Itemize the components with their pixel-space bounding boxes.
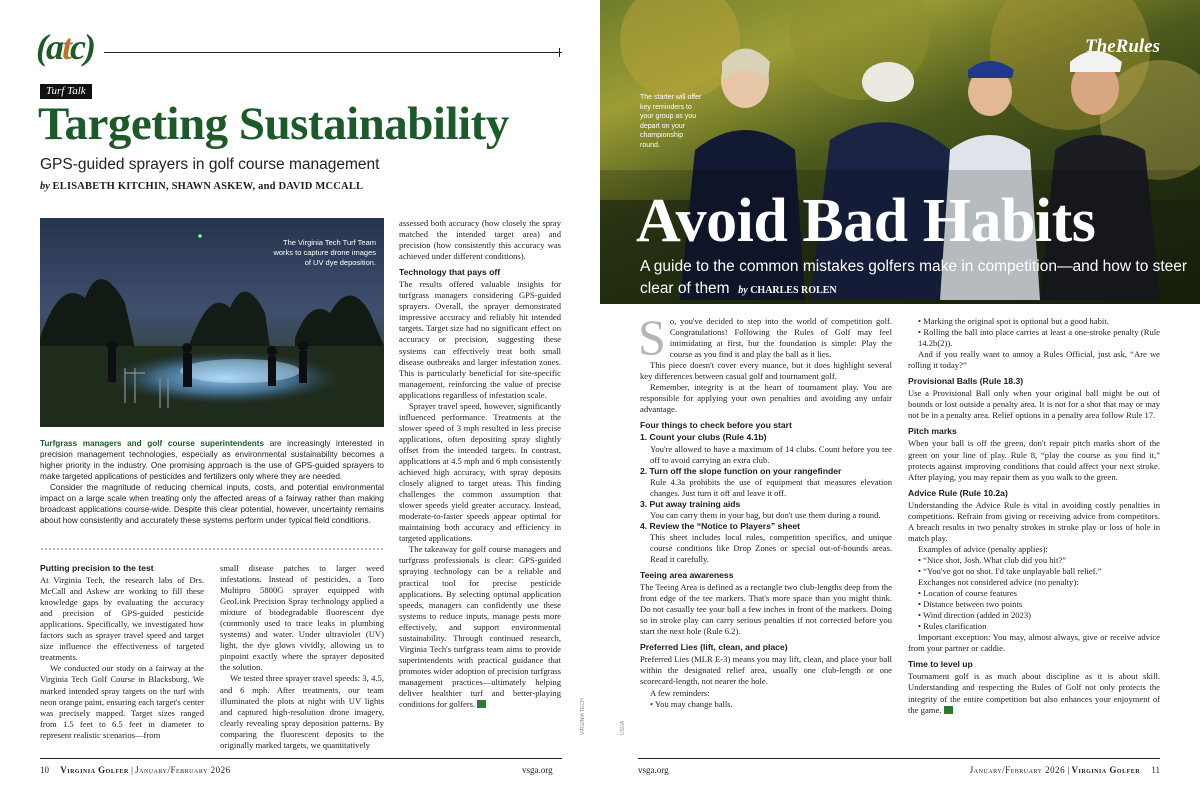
footer-rule [638, 758, 1160, 759]
tree-silhouette [295, 296, 384, 349]
subheading: Teeing area awareness [640, 570, 734, 581]
bullet-item: • You may change balls. [650, 698, 733, 709]
golfers-photo [600, 0, 1200, 304]
paragraph: Remember, integrity is at the heart of tournament play. You are responsible for applying your own penalties and avoiding any unfair advantage. [640, 382, 892, 415]
article-deck: GPS-guided sprayers in golf course management [40, 156, 380, 173]
section-label: TheRules [1085, 36, 1160, 57]
subheading: Pitch marks [908, 426, 957, 437]
paragraph: assessed both accuracy (how closely the spray matched the intended target area) and precision (how consistently this accuracy was achieved under different conditions). [399, 218, 561, 262]
photo-caption: The starter will offer key reminders to your group as you depart on your championship round. [640, 94, 702, 149]
article-byline: by CHARLES ROLEN [738, 285, 837, 296]
subheading: Preferred Lies (lift, clean, and place) [640, 642, 788, 653]
atc-logo: (atc) [36, 27, 94, 67]
uv-dye-night-photo [40, 218, 384, 427]
kicker-label: Turf Talk [40, 84, 92, 99]
page-number: 11 [1151, 765, 1160, 775]
bullet-item: • Marking the original spot is optional but a good habit. [918, 316, 1109, 326]
list-item: 1. Count your clubs (Rule 4.1b) You're allowed to have a maximum of 14 clubs. Count before you tee off to avoid carrying an extra club. [640, 432, 892, 465]
paragraph: So, you've decided to step into the world of competition golf. Congratulations! Following the Rules of Golf may feel intimidating at first, but the foundation is simple: Play the course as you find it and play the ball as it lies. [638, 309, 892, 365]
article-column-1 [40, 563, 204, 741]
paragraph: small disease patches to larger weed infestations. Instead of pesticides, a Toro Multipro 5800G sprayer equipped with GeoLink Precision Spray technology applied a mixture of biodegradable fluorescent dye (commonly used to trace leaks in plumbing systems) and water. Under ultraviolet (UV) light, the dye glows vividly, allowing us to pinpoint exactly where the sprayer deposited the solution. [220, 563, 384, 673]
paragraph: Important exception: You may, almost always, give or receive advice from your partner or caddie. [908, 632, 1160, 654]
subheading: Putting precision to the test [40, 563, 154, 573]
subheading: Four things to check before you start [640, 420, 792, 431]
article-column-3 [399, 218, 561, 710]
subheading: Advice Rule (Rule 10.2a) [908, 487, 1008, 498]
article-intro: Turfgrass managers and golf course superintendents are increasingly interested in precision management technologies, especially as environmental sustainability becomes a higher priority in the industry. One promising approach is the use of GPS-guided sprayers to make targeted applications of pesticides and fertilizers only where they are needed. Consider the magnitude of reducing chemical inputs, costs, and potential environmental impact on a large scale when treating only the affected areas of a fairway rather than making broadcast applications course-wide. Despite this clear potential, however, uncertainty remains about how consistently and accurately these systems perform under typical field conditions. [40, 439, 385, 525]
footer-rule [40, 758, 562, 759]
paragraph: Sprayer travel speed, however, significantly influenced performance. Treatments at the slower speed of 3 mph resulted in less precise applications, often depositing spray slightly offset from the intended targets. In contrast, applications at 4.5 mph and 6 mph consistently achieved high accuracy, with spray deposits closely aligned to target areas. This finding challenges the common assumption that slower speeds yield greater accuracy. Instead, moderate-to-faster speeds appear optimal for maintaining both accuracy and efficiency in targeted applications. [399, 400, 561, 544]
right-folio: January/February 2026 | Virginia Golfer 11 [969, 765, 1160, 775]
end-mark-icon [477, 700, 486, 708]
paragraph: When your ball is off the green, don't repair pitch marks short of the green on your line of play. Rule 8, “play the course as you find it,” protects against improving conditions that could affect your next stroke. After playing, you may repair them as you walk to the green. [908, 438, 1160, 482]
paragraph: Consider the magnitude of reducing chemical inputs, costs, and potential environmental impact on a large scale when treating only the affected areas of a fairway rather than making broadcast applications course-wide. Despite this clear potential, however, uncertainty remains about how consistently and accurately these systems perform under typical field conditions. [40, 483, 384, 525]
tree-silhouette [190, 292, 270, 350]
article-deck: A guide to the common mistakes golfers make in competition—and how to steer clear of them by CHARLES ROLEN [640, 258, 1188, 297]
intro-lead: Turfgrass managers and golf course superintendents [40, 439, 265, 448]
paragraph: And if you really want to annoy a Rules Official, just ask, “Are we rolling it today?” [908, 349, 1160, 371]
paragraph: Use a Provisional Ball only when your original ball might be out of bounds or lost outside a penalty area. It is not for a shot that may or may not be in a penalty area. Relief options in a penalty area follow Rule 17. [908, 388, 1160, 421]
paragraph: The Teeing Area is defined as a rectangle two club-lengths deep from the front edge of the tee markers. That's more space than you might think. Do not casually tee your ball a few inches in front of the markers. Doing so in stroke play can carry serious penalties if not corrected before you start the next hole (Rule 6.2). [640, 582, 892, 637]
photo-credit: VIRGINIA TECH [580, 698, 586, 735]
bullet-item: • Distance between two points [918, 599, 1023, 610]
list-item: 3. Put away training aids You can carry them in your bag, but don't use them during a round. [640, 498, 881, 520]
article-headline: Targeting Sustainability [38, 98, 509, 150]
right-page [600, 0, 1200, 791]
checklist [640, 432, 892, 565]
bullet-item: • “Nice shot, Josh. What club did you hit?” [918, 554, 1066, 565]
issue-date: January/February 2026 [135, 765, 231, 775]
article-byline: by ELISABETH KITCHIN, SHAWN ASKEW, and DAVID MCCALL [40, 181, 364, 192]
paragraph: Exchanges not considered advice (no penalty): [918, 577, 1079, 588]
magazine-name: Virginia Golfer [60, 765, 129, 775]
article-column-2 [220, 563, 384, 751]
photo-credit: USGA [620, 720, 626, 735]
bullet-item: • Location of course features [918, 588, 1017, 599]
bullet-item: • “You've got no shot. I'd take unplayable ball relief.” [918, 565, 1102, 576]
header-rule [104, 52, 562, 53]
paragraph: At Virginia Tech, the research labs of Drs. McCall and Askew are working to fill these knowledge gaps by evaluating the accuracy and precision of GPS-guided pesticide applications. Specifically, we investigated how factors such as sprayer travel speed and target size influence the effectiveness of targeted treatments. [40, 575, 204, 663]
header-rule-tick [559, 48, 560, 57]
website-link[interactable]: vsga.org [522, 765, 553, 775]
photo-caption: The Virginia Tech Turf Team works to capture drone images of UV dye deposition. [273, 238, 376, 267]
drone-light [198, 234, 202, 238]
left-folio: 10 Virginia Golfer | January/February 2026 [40, 765, 231, 775]
paragraph: Tournament golf is as much about discipline as it is about skill. Understanding and respecting the Rules of Golf not only protects the integrity of the entire competition but also enhances your enjoyment of the game. [908, 671, 1160, 715]
magazine-name: Virginia Golfer [1071, 765, 1141, 775]
drop-cap: S [638, 309, 666, 365]
article-headline: Avoid Bad Habits [636, 187, 1096, 255]
end-mark-icon [944, 706, 953, 714]
paragraph: Understanding the Advice Rule is vital in avoiding costly penalties in competitions. Refrain from giving or receiving advice from competitors. A breach results in two penalty strokes in stroke play or loss of hole in match play. [908, 499, 1160, 543]
tree-silhouette [40, 279, 135, 353]
subheading: Provisional Balls (Rule 18.3) [908, 376, 1024, 387]
bullet-item: • Wind direction (added in 2023) [918, 610, 1032, 621]
uv-dye-core [180, 359, 300, 383]
website-link[interactable]: vsga.org [638, 765, 669, 775]
rules-column-1 [638, 309, 892, 710]
paragraph: Examples of advice (penalty applies): [918, 543, 1048, 554]
list-item: 4. Review the “Notice to Players” sheet This sheet includes local rules, competition specifics, and unique course conditions like Drop Zones or special out-of-bounds areas. Read it carefully. [640, 520, 892, 564]
bullet-item: • Rolling the ball into place carries at least a one-stroke penalty (Rule 14.2b(2)). [918, 327, 1160, 349]
paragraph: This piece doesn't cover every nuance, but it does highlight several key differences between casual golf and tournament golf. [640, 360, 892, 382]
paragraph: The takeaway for golf course managers and turfgrass professionals is clear: GPS-guided spraying technology can be a reliable and practical tool for precise pesticide applications. By selecting optimal application speeds, managers can confidently use these systems to reduce inputs, manage pests more effectively, and support environmental sustainability. Through continued research, Virginia Tech's turfgrass team aims to provide superintendents with practical guidance that promotes wider adoption of precision turfgrass management practices—ultimately helping deliver healthier turf and better-playing conditions for golfers. [399, 544, 561, 710]
paragraph: A few reminders: [650, 687, 710, 698]
paragraph: We tested three sprayer travel speeds: 3, 4.5, and 6 mph. After treatments, our team illuminated the plots at night with UV lights and captured high-resolution drone imagery, clearly revealing spray deposition patterns. By comparing the fluorescent deposits to the originally marked targets, we quantitatively [220, 673, 384, 750]
subheading: Technology that pays off [399, 267, 501, 278]
bullet-item: • Rules clarification [918, 621, 987, 632]
section-divider [40, 547, 384, 552]
paragraph: We conducted our study on a fairway at the Virginia Tech Golf Course in Blacksburg. We marked intended spray targets on the turf with neon orange paint, ensuring each target's center was precisely mapped. Target sizes ranged from 1.5 feet to 6.5 feet in diameter to represent realistic scenarios—from [40, 663, 204, 740]
page-number: 10 [40, 765, 49, 775]
issue-date: January/February 2026 [969, 765, 1066, 775]
subheading: Time to level up [908, 659, 973, 670]
paragraph: Preferred Lies (MLR E-3) means you may lift, clean, and place your ball within the designated relief area, usually one club-length or one scorecard-length, not nearer the hole. [640, 654, 892, 687]
paragraph: The results offered valuable insights for turfgrass managers considering GPS-guided sprayers. Overall, the sprayer demonstrated impressive accuracy and reliably hit intended targets. Target size had no significant effect on accuracy or precision, suggesting these systems can effectively treat both small disease outbreaks and larger infestation zones. This is particularly beneficial for site-specific management, reinforcing the value of precise applications regardless of infestation scale. [399, 279, 561, 400]
list-item: 2. Turn off the slope function on your rangefinder Rule 4.3a prohibits the use of equipment that measures elevation changes. Just turn it off and leave it off. [640, 465, 892, 498]
rules-column-2 [908, 316, 1160, 716]
